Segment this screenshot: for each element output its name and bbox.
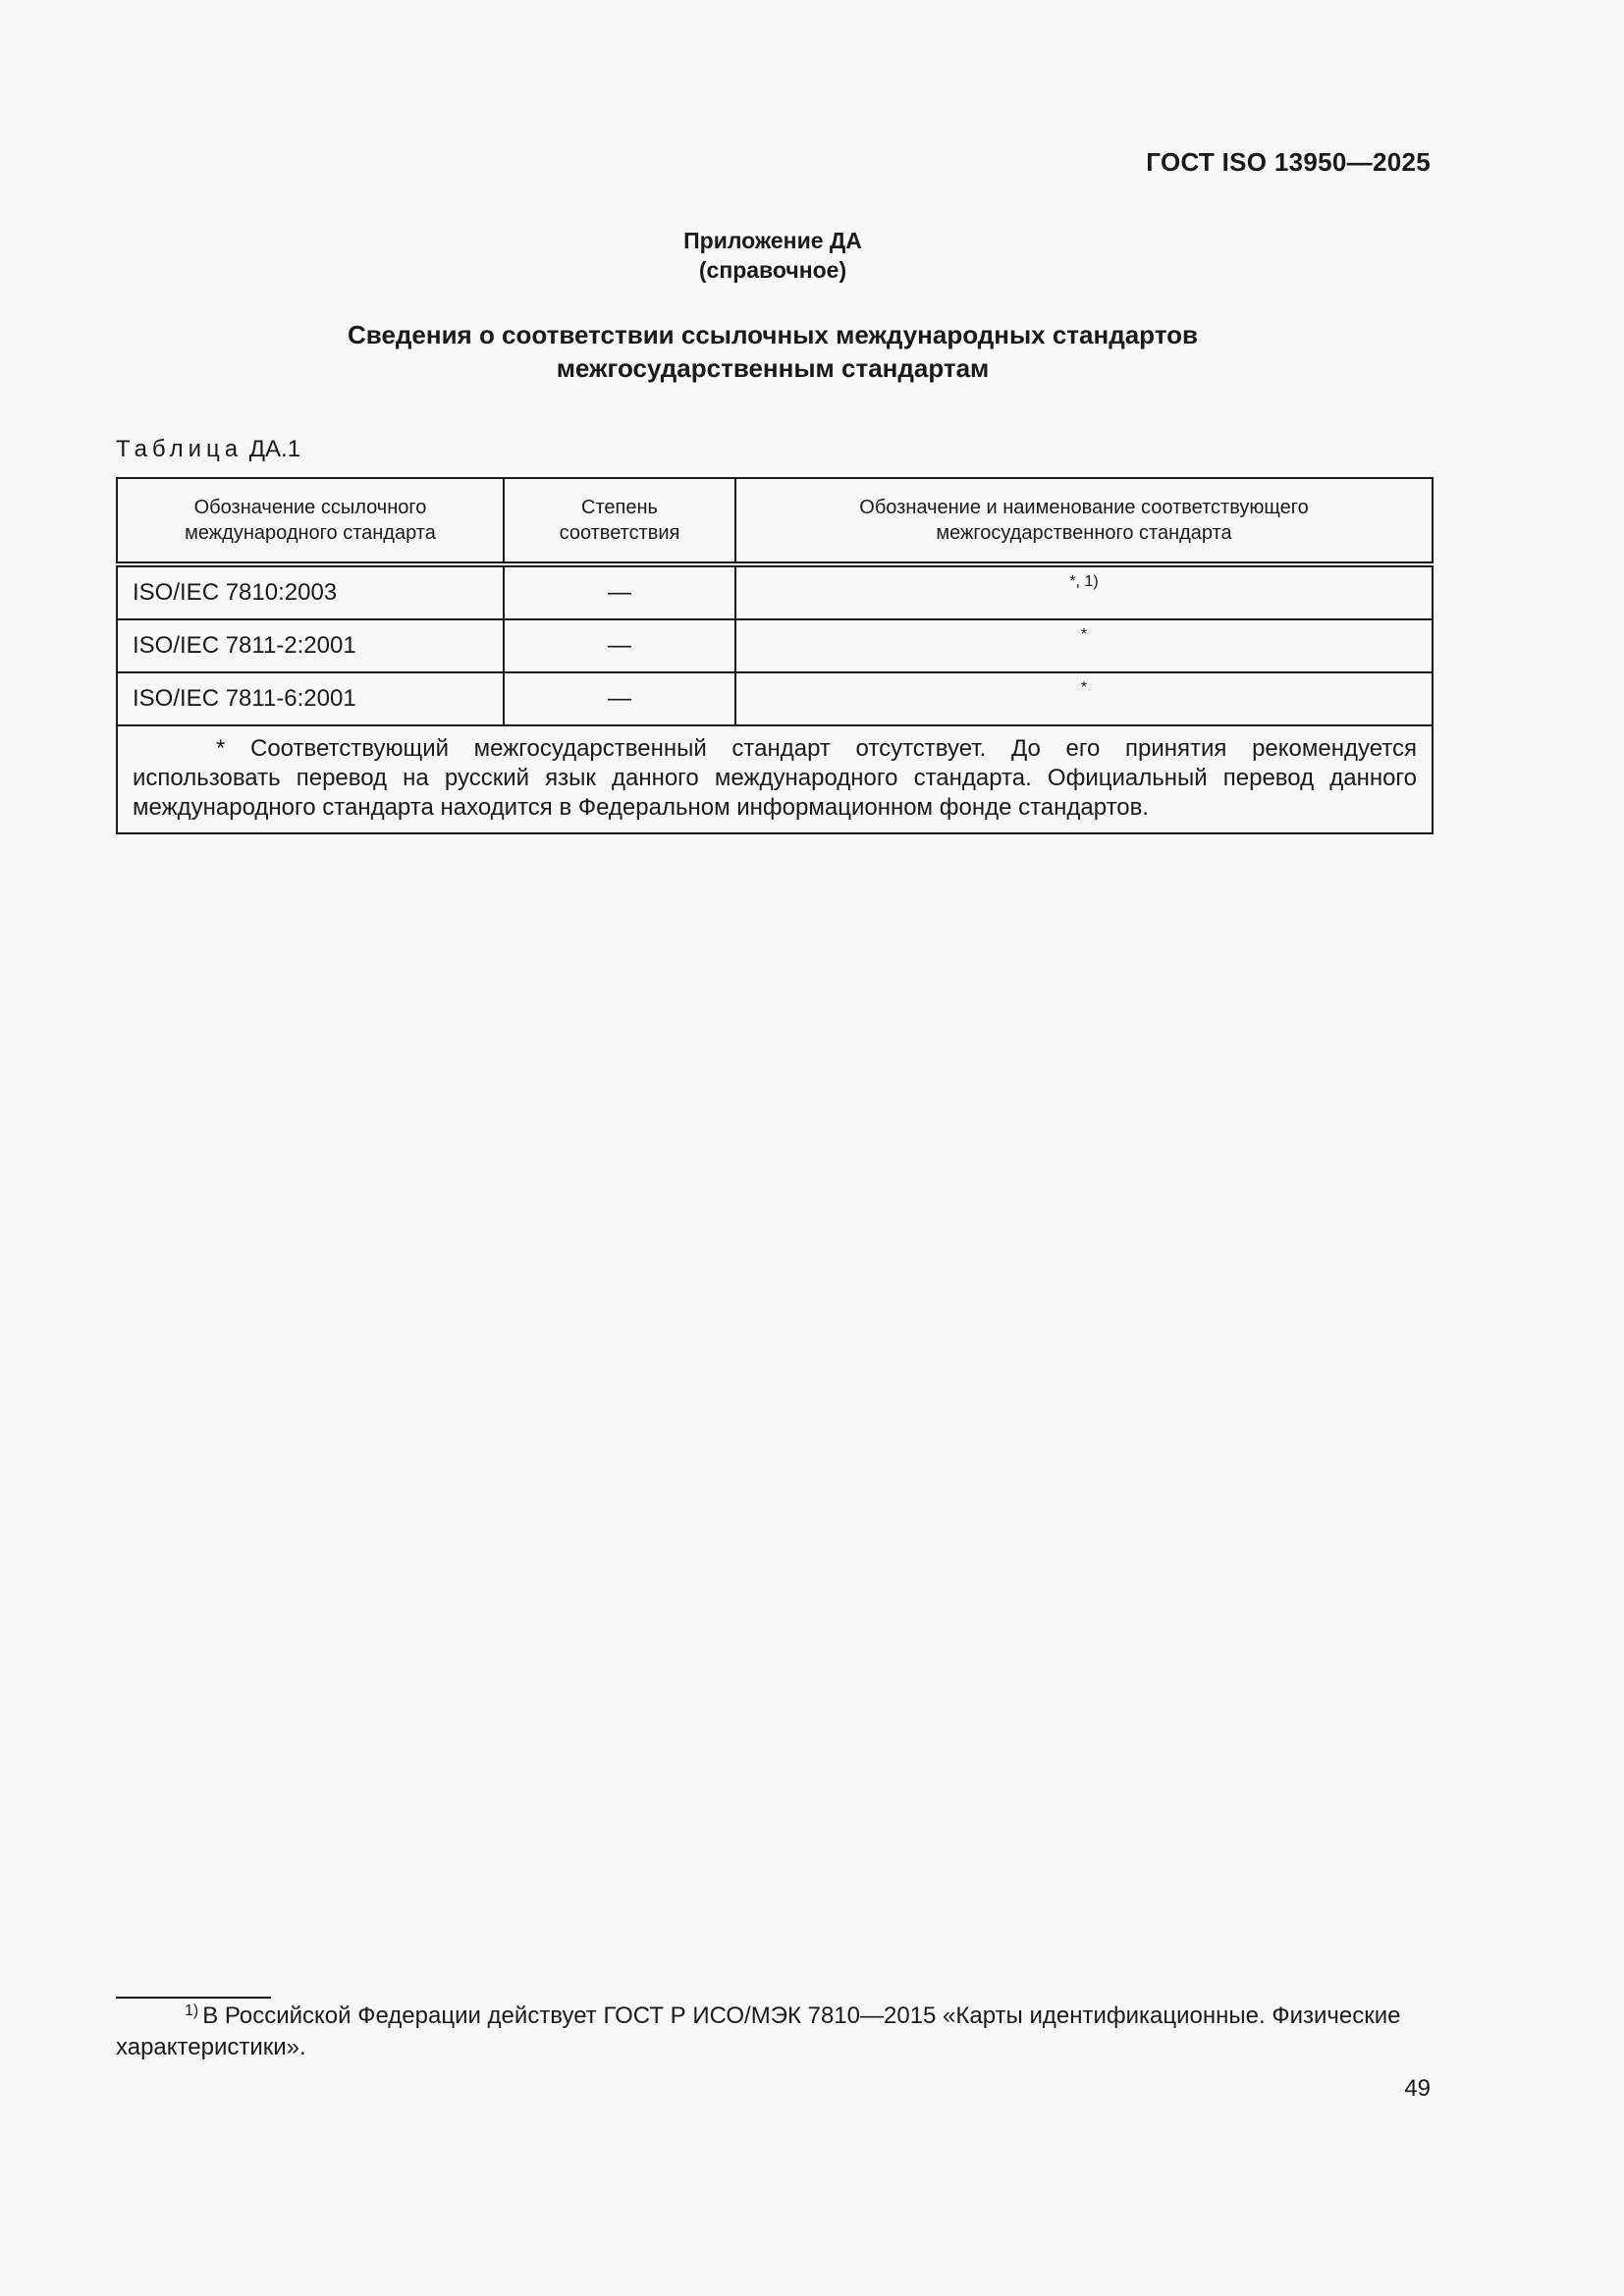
national-standard-cell: *, 1) <box>735 564 1433 619</box>
degree-cell: — <box>504 619 735 672</box>
document-code: ГОСТ ISO 13950—2025 <box>1146 147 1431 177</box>
table-caption <box>116 436 300 463</box>
table-note <box>117 725 1433 833</box>
footnote <box>116 2001 1432 2063</box>
table-caption-number: ДА.1 <box>248 436 301 462</box>
table-caption-word: Таблица <box>116 436 244 462</box>
annex-kind: (справочное) <box>698 257 847 283</box>
table-note-text: * Соответствующий межгосударственный стандарт отсутствует. До его принятия рекомендуется использовать перевод на русский язык данного международного стандарта. Официальный перевод данного международного стандарта находится в Федеральном информационном фонде стандартов. <box>133 735 1417 821</box>
footnote-divider <box>116 1997 271 1999</box>
table-row <box>117 564 1433 619</box>
reference-standard-cell: ISO/IEC 7811-6:2001 <box>117 672 504 725</box>
annex-header <box>0 226 1545 285</box>
footnote-text: В Российской Федерации действует ГОСТ Р ИСО/МЭК 7810—2015 «Карты идентификационные. Физические характеристики». <box>116 2002 1401 2060</box>
footnote-mark: 1) <box>185 2002 199 2019</box>
national-standard-cell: * <box>735 619 1433 672</box>
column-header-national-standard: Обозначение и наименование соответствующего межгосударственного стандарта <box>735 478 1433 564</box>
column-header-reference-standard: Обозначение ссылочного международного стандарта <box>117 478 504 564</box>
table-row <box>117 619 1433 672</box>
degree-cell: — <box>504 672 735 725</box>
standards-table <box>116 477 1434 834</box>
section-heading <box>0 318 1545 385</box>
column-header-degree: Степень соответствия <box>504 478 735 564</box>
national-standard-cell: * <box>735 672 1433 725</box>
annex-title: Приложение ДА <box>683 228 862 253</box>
table-header-row <box>117 478 1433 564</box>
reference-standard-cell: ISO/IEC 7811-2:2001 <box>117 619 504 672</box>
degree-cell: — <box>504 564 735 619</box>
section-heading-line2: межгосударственным стандартам <box>556 353 990 383</box>
section-heading-line1: Сведения о соответствии ссылочных международных стандартов <box>348 320 1198 349</box>
table-row <box>117 672 1433 725</box>
reference-standard-cell: ISO/IEC 7810:2003 <box>117 564 504 619</box>
table-note-row <box>117 725 1433 833</box>
page-number: 49 <box>1404 2075 1431 2102</box>
